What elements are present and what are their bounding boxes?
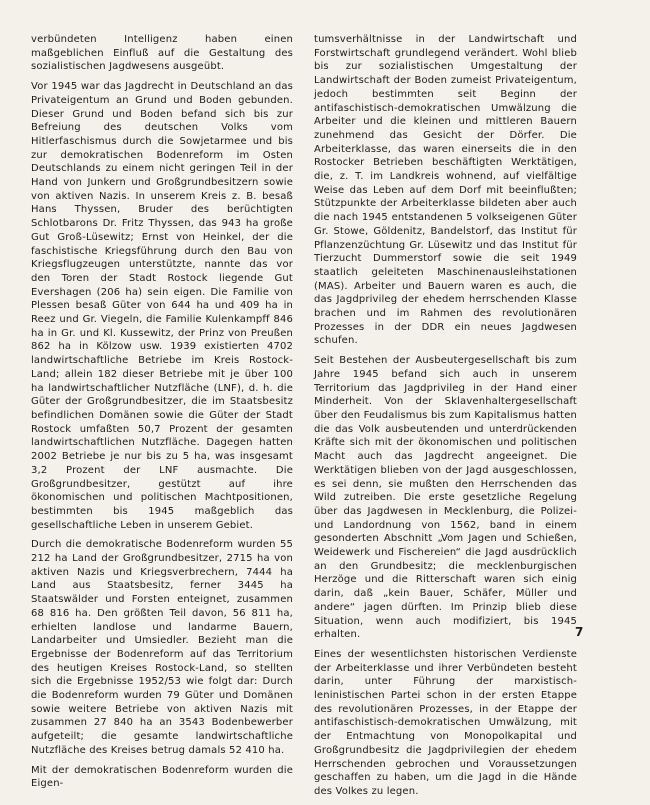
paragraph: Mit der demokratischen Bodenreform wurden die Eigen- xyxy=(31,764,293,790)
paragraph: tumsverhältnisse in der Landwirtschaft und Forstwirtschaft grundlegend verändert. Wohl blieb bis zur sozialistischen Umgestaltung der Landwirtschaft der Boden zumeist Privateigentum, jedoch bestimmten seit Beginn der antifaschistisch-demokratischen Umwälzung die Arbeiter und die kleinen und mittleren Bauern zunehmend das Gesicht der Dörfer. Die Arbeiterklasse, das waren einerseits die in den Rostocker Betrieben beschäftigten Werktätigen, die, z. T. im Landkreis wohnend, auf vielfältige Weise das Leben auf dem Dorf mit beeinflußten; Stützpunkte der Arbeiterklasse bildeten aber auch die nach 1945 entstandenen 5 volkseigenen Güter Gr. Stowe, Göldenitz, Bandelstorf, das Institut für Pflanzenzüchtung Gr. Lüsewitz und das Institut für Tierzucht Dummerstorf sowie die seit 1949 staatlich geleiteten Maschinenausleihstationen (MAS). Arbeiter und Bauern waren es auch, die das Jagdprivileg der ehedem herrschenden Klasse brachen und im Rahmen des revolutionären Prozesses in der DDR ein neues Jagdwesen schufen. xyxy=(314,34,577,347)
paragraph: verbündeten Intelligenz haben einen maßgeblichen Einfluß auf die Gestaltung des sozialistischen Jagdwesens ausgeübt. xyxy=(31,34,293,73)
paragraph: Eines der wesentlichsten historischen Verdienste der Arbeiterklasse und ihrer Verbündeten besteht darin, unter Führung der marxistisch-leninistischen Partei schon in der ersten Etappe des revolutionären Prozesses, in der Etappe der antifaschistisch-demokratischen Umwälzung, mit der Entmachtung von Monopolkapital und Großgrundbesitz die Jagdprivilegien der ehedem Herrschenden gebrochen und Voraussetzungen geschaffen zu haben, um die Jagd in die Hände des Volkes zu legen. xyxy=(314,648,577,797)
page-number: 7 xyxy=(575,625,584,639)
paragraph: Durch die demokratische Bodenreform wurden 55 212 ha Land der Großgrundbesitzer, 2715 ha von aktiven Nazis und Kriegsverbrechern, 7444 ha Land aus Staatsbesitz, ferner 3445 ha Staatswälder und Forsten enteignet, zusammen 68 816 ha. Den größten Teil davon, 56 811 ha, erhielten landlose und landarme Bauern, Landarbeiter und Umsiedler. Bezieht man die Ergebnisse der Bodenreform auf das Territorium des heutigen Kreises Rostock-Land, so stellten sich die Ergebnisse 1952/53 wie folgt dar: Durch die Bodenreform wurden 79 Güter und Domänen sowie weitere Betriebe von aktiven Nazis mit zusammen 27 840 ha an 3543 Bodenbewerber aufgeteilt; die gesamte landwirtschaftliche Nutzfläche des Kreises betrug damals 52 410 ha. xyxy=(31,539,293,756)
right-text-column xyxy=(314,33,577,805)
left-text-column xyxy=(31,33,293,797)
paragraph: Vor 1945 war das Jagdrecht in Deutschland an das Privateigentum an Grund und Boden gebunden. Dieser Grund und Boden befand sich bis zur Befreiung des deutschen Volks vom Hitlerfaschismus durch die Sowjetarmee und bis zur demokratischen Bodenreform im Osten Deutschlands zu einem nicht geringen Teil in der Hand von Junkern und Großgrundbesitzern sowie von aktiven Nazis. In unserem Kreis z. B. besaß Hans Thyssen, Bruder des berüchtigten Schlotbarons Dr. Fritz Thyssen, das 943 ha große Gut Groß-Lüsewitz; Ernst von Heinkel, der die faschistische Kriegsführung durch den Bau von Kriegsflugzeugen unterstützte, nannte das vor den Toren der Stadt Rostock liegende Gut Evershagen (206 ha) sein eigen. Die Familie von Plessen besaß Güter von 644 ha und 409 ha in Reez und Gr. Viegeln, die Familie Kulenkampff 846 ha in Gr. und Kl. Kussewitz, der Prinz von Preußen 862 ha in Kölzow usw. 1939 existierten 4702 landwirtschaftliche Betriebe im Kreis Rostock-Land; allein 182 dieser Betriebe mit je über 100 ha landwirtschaftlicher Nutzfläche (LNF), d. h. die Güter der Großgrundbesitzer, die im Staatsbesitz befindlichen Domänen sowie die Güter der Stadt Rostock umfaßten 50,7 Prozent der gesamten landwirtschaftlichen Nutzfläche. Dagegen hatten 2002 Betriebe je nur bis zu 5 ha, was insgesamt 3,2 Prozent der LNF ausmachte. Die Großgrundbesitzer, gestützt auf ihre ökonomischen und politischen Machtpositionen, bestimmten bis 1945 maßgeblich das gesellschaftliche Leben in unserem Gebiet. xyxy=(31,81,293,531)
paragraph: Seit Bestehen der Ausbeutergesellschaft bis zum Jahre 1945 befand sich auch in unserem Territorium das Jagdprivileg in der Hand einer Minderheit. Von der Sklavenhaltergesellschaft über den Feudalismus bis zum Kapitalismus hatten die das Volk ausbeutenden und unterdrückenden Kräfte sich mit der ökonomischen und politischen Macht auch das Jagdrecht angeeignet. Die Werktätigen blieben von der Jagd ausgeschlossen, es sei denn, sie mußten den Herrschenden das Wild zutreiben. Die erste gesetzliche Regelung über das Jagdwesen in Mecklenburg, die Polizei- und Landordnung von 1562, band in einem gesonderten Abschnitt „Vom Jagen und Schießen, Weidewerk und Fischereien“ die Jagd ausdrücklich an den Grundbesitz; die mecklenburgischen Herzöge und die Ritterschaft waren sich einig darin, daß „kein Bauer, Schäfer, Müller und andere“ jagen dürften. Im Prinzip blieb diese Situation, wenn auch modifiziert, bis 1945 erhalten. xyxy=(314,355,577,641)
